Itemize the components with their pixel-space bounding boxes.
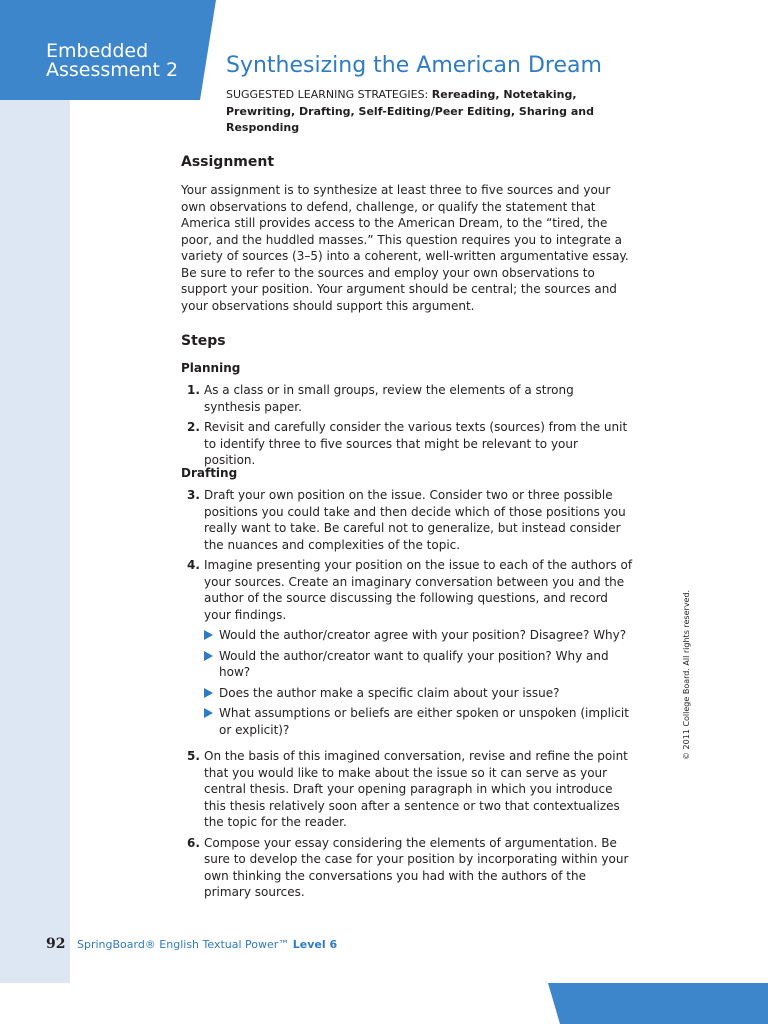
embedded-assessment-label [46,42,178,80]
step-number: 6. [187,835,200,850]
suggested-strategies [226,87,626,137]
question-text: What assumptions or beliefs are either spoken or unspoken (implicit or explicit)? [219,706,629,737]
question-text: Would the author/creator want to qualify your position? Why and how? [219,648,609,679]
assignment-body [181,182,633,314]
question-item [204,627,633,644]
series-title: SpringBoard® English Textual Power™ [76,938,290,951]
step-item [181,835,633,901]
level-label: Level 6 [292,938,338,951]
step-item [181,382,633,415]
drafting-steps [181,487,633,905]
step-text: Revisit and carefully consider the various texts (sources) from the unit to identify three to five sources that might be relevant to your position. [204,420,628,467]
question-item [204,648,633,681]
triangle-bullet-icon [204,651,213,661]
triangle-bullet-icon [204,688,213,698]
strategies-list: Rereading, Notetaking, Prewriting, Drafting, Self-Editing/Peer Editing, Sharing and Responding [226,88,594,134]
planning-steps [181,382,633,473]
strategies-lead: SUGGESTED LEARNING STRATEGIES: [226,88,429,101]
drafting-heading: Drafting [181,466,238,480]
discussion-questions [204,627,633,738]
assignment-heading: Assignment [181,154,275,170]
step-item [181,557,633,738]
step-number: 1. [187,383,200,397]
step-item [181,419,633,469]
question-text: Does the author make a specific claim about your issue? [219,685,560,700]
page-title: Synthesizing the American Dream [226,53,602,78]
page-number: 92 [46,936,66,952]
step-number: 3. [187,488,200,502]
tab-line-1: Embedded [46,40,149,62]
step-text: Compose your essay considering the elements of argumentation. Be sure to develop the case for your position by incorporating within your own thinking the conversations you had with the authors of the primary sources. [204,835,629,899]
step-number: 4. [187,558,200,572]
page-footer [46,936,337,952]
step-number: 5. [187,749,200,763]
triangle-bullet-icon [204,630,213,640]
corner-tab [548,983,768,1024]
step-text: Draft your own position on the issue. Consider two or three possible positions you could take and then decide which of those positions you really want to take. Be careful not to generalize, but instead consider the nuances and complexities of the topic. [204,488,626,552]
question-text: Would the author/creator agree with your position? Disagree? Why? [219,628,627,642]
triangle-bullet-icon [204,708,213,718]
step-item [181,748,633,831]
copyright-notice: © 2011 College Board. All rights reserved. [682,589,691,760]
step-number: 2. [187,420,200,434]
planning-heading: Planning [181,361,241,375]
step-text: As a class or in small groups, review the elements of a strong synthesis paper. [204,383,574,414]
step-text: On the basis of this imagined conversation, revise and refine the point that you would like to make about the issue so it can serve as your central thesis. Draft your opening paragraph in which you introduce this thesis relatively soon after a sentence or two that contextualizes the topic for the reader. [204,749,628,829]
step-item [181,487,633,553]
step-text: Imagine presenting your position on the issue to each of the authors of your sources. Create an imaginary conversation between you and the author of the source discussing the following questions, and record your findings. [204,558,633,622]
question-item [204,705,633,738]
left-margin-band [0,0,70,983]
tab-line-2: Assessment 2 [46,59,179,81]
question-item [204,685,633,702]
steps-heading: Steps [181,333,226,349]
assignment-text: Your assignment is to synthesize at least three to five sources and your own observations to defend, challenge, or qualify the statement that America still provides access to the American Dream, to the “tired, the poor, and the huddled masses.” This question requires you to integrate a variety of sources (3–5) into a coherent, well-written argumentative essay. Be sure to refer to the sources and employ your own observations to support your position. Your argument should be central; the sources and your observations should support this argument. [181,183,629,313]
